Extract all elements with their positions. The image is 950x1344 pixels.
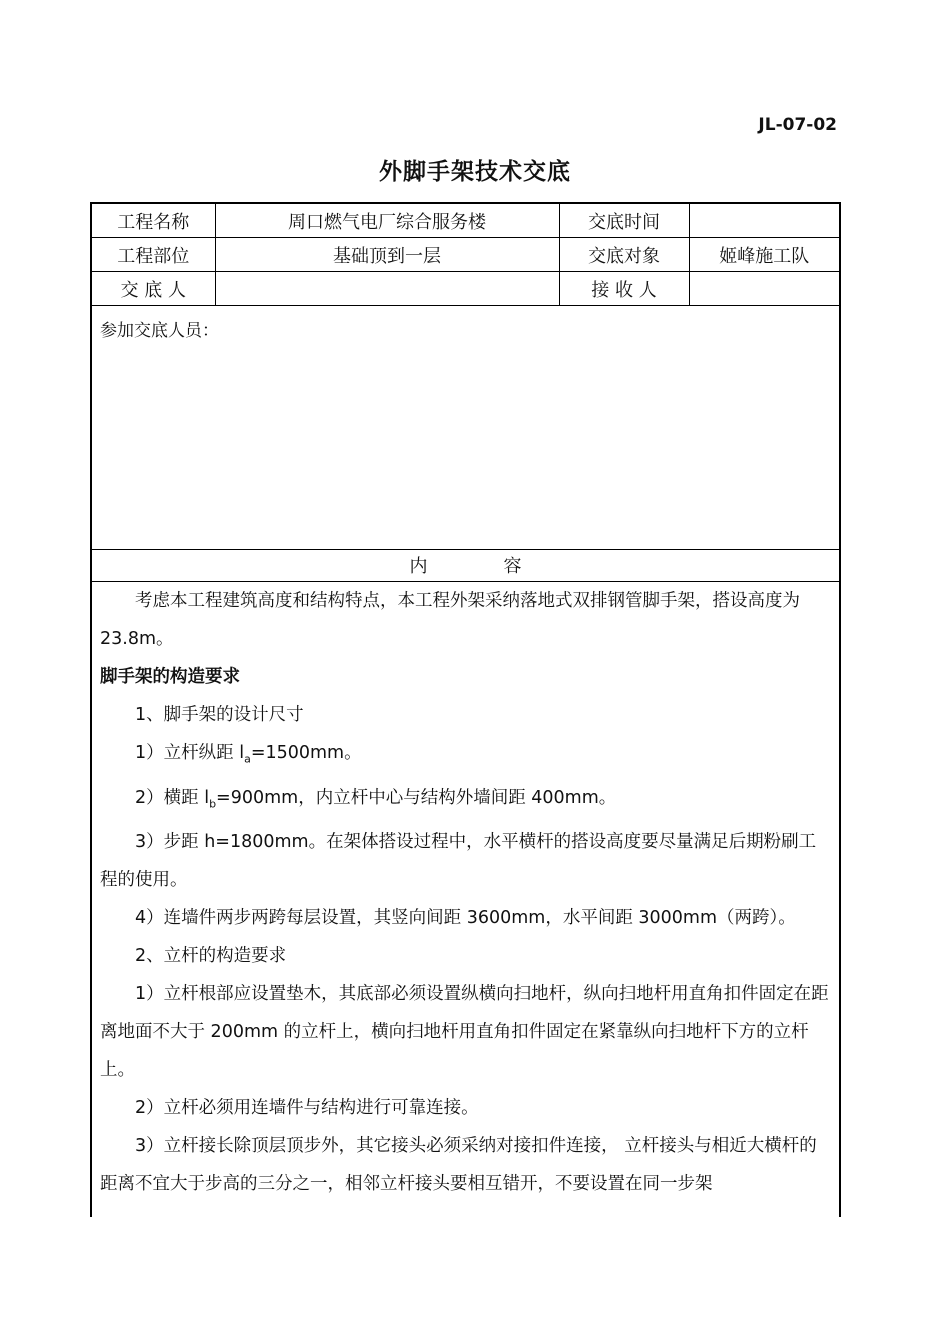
list-item: 3）步距 h=1800mm。在架体搭设过程中，水平横杆的搭设高度要尽量满足后期粉刷工程的使用。: [100, 832, 817, 890]
item-text: =900mm，内立杆中心与结构外墙间距 400mm。: [216, 787, 617, 808]
document-code: JL-07-02: [758, 115, 837, 135]
project-part-label: 工程部位: [92, 238, 215, 272]
presenter-label: 交 底 人: [92, 272, 215, 306]
table-row: [92, 238, 839, 272]
disclosure-target-label: 交底对象: [559, 238, 689, 272]
disclosure-form: [90, 202, 841, 1217]
subscript: a: [244, 752, 251, 766]
info-table: [92, 204, 839, 306]
disclosure-time-value: [689, 204, 839, 238]
list-item: 4）连墙件两步两跨每层设置，其竖向间距 3600mm，水平间距 3000mm（两跨）。: [135, 908, 796, 928]
content-header-char-2: 容: [503, 556, 522, 577]
project-name-value: 周口燃气电厂综合服务楼: [215, 204, 559, 238]
list-item: 2）立杆必须用连墙件与结构进行可靠连接。: [135, 1098, 479, 1118]
participants-label: 参加交底人员：: [100, 321, 219, 341]
list-item: 3）立杆接长除顶层顶步外，其它接头必须采纳对接扣件连接， 立杆接头与相近大横杆的距离不宜大于步高的三分之一，相邻立杆接头要相互错开，不要设置在同一步架: [100, 1136, 817, 1194]
subsection-title: 1、脚手架的设计尺寸: [135, 705, 304, 725]
item-text: 1）立杆纵距 l: [135, 743, 245, 763]
subsection-title: 2、立杆的构造要求: [135, 946, 287, 966]
table-row: [92, 204, 839, 238]
table-row: [92, 272, 839, 306]
project-name-label: 工程名称: [92, 204, 215, 238]
content-header: [92, 550, 839, 582]
receiver-value: [689, 272, 839, 306]
project-part-value: 基础顶到一层: [215, 238, 559, 272]
list-item: [100, 779, 831, 824]
content-body: [92, 582, 839, 1203]
receiver-label: 接 收 人: [559, 272, 689, 306]
list-item: [100, 734, 831, 779]
presenter-value: [215, 272, 559, 306]
document-title: 外脚手架技术交底: [379, 159, 571, 185]
subscript: b: [209, 797, 217, 810]
disclosure-target-value: 姬峰施工队: [689, 238, 839, 272]
content-header-char-1: 内: [409, 556, 428, 577]
item-text: 2）横距 l: [135, 787, 210, 808]
disclosure-time-label: 交底时间: [559, 204, 689, 238]
item-text: =1500mm。: [250, 743, 362, 763]
intro-paragraph: 考虑本工程建筑高度和结构特点，本工程外架采纳落地式双排钢管脚手架，搭设高度为 23.8m。: [100, 591, 800, 649]
list-item: 1）立杆根部应设置垫木，其底部必须设置纵横向扫地杆，纵向扫地杆用直角扣件固定在距离地面不大于 200mm 的立杆上，横向扫地杆用直角扣件固定在紧靠纵向扫地杆下方的立杆上。: [100, 984, 829, 1080]
participants-section: [92, 306, 839, 550]
section-heading: 脚手架的构造要求: [100, 667, 240, 687]
